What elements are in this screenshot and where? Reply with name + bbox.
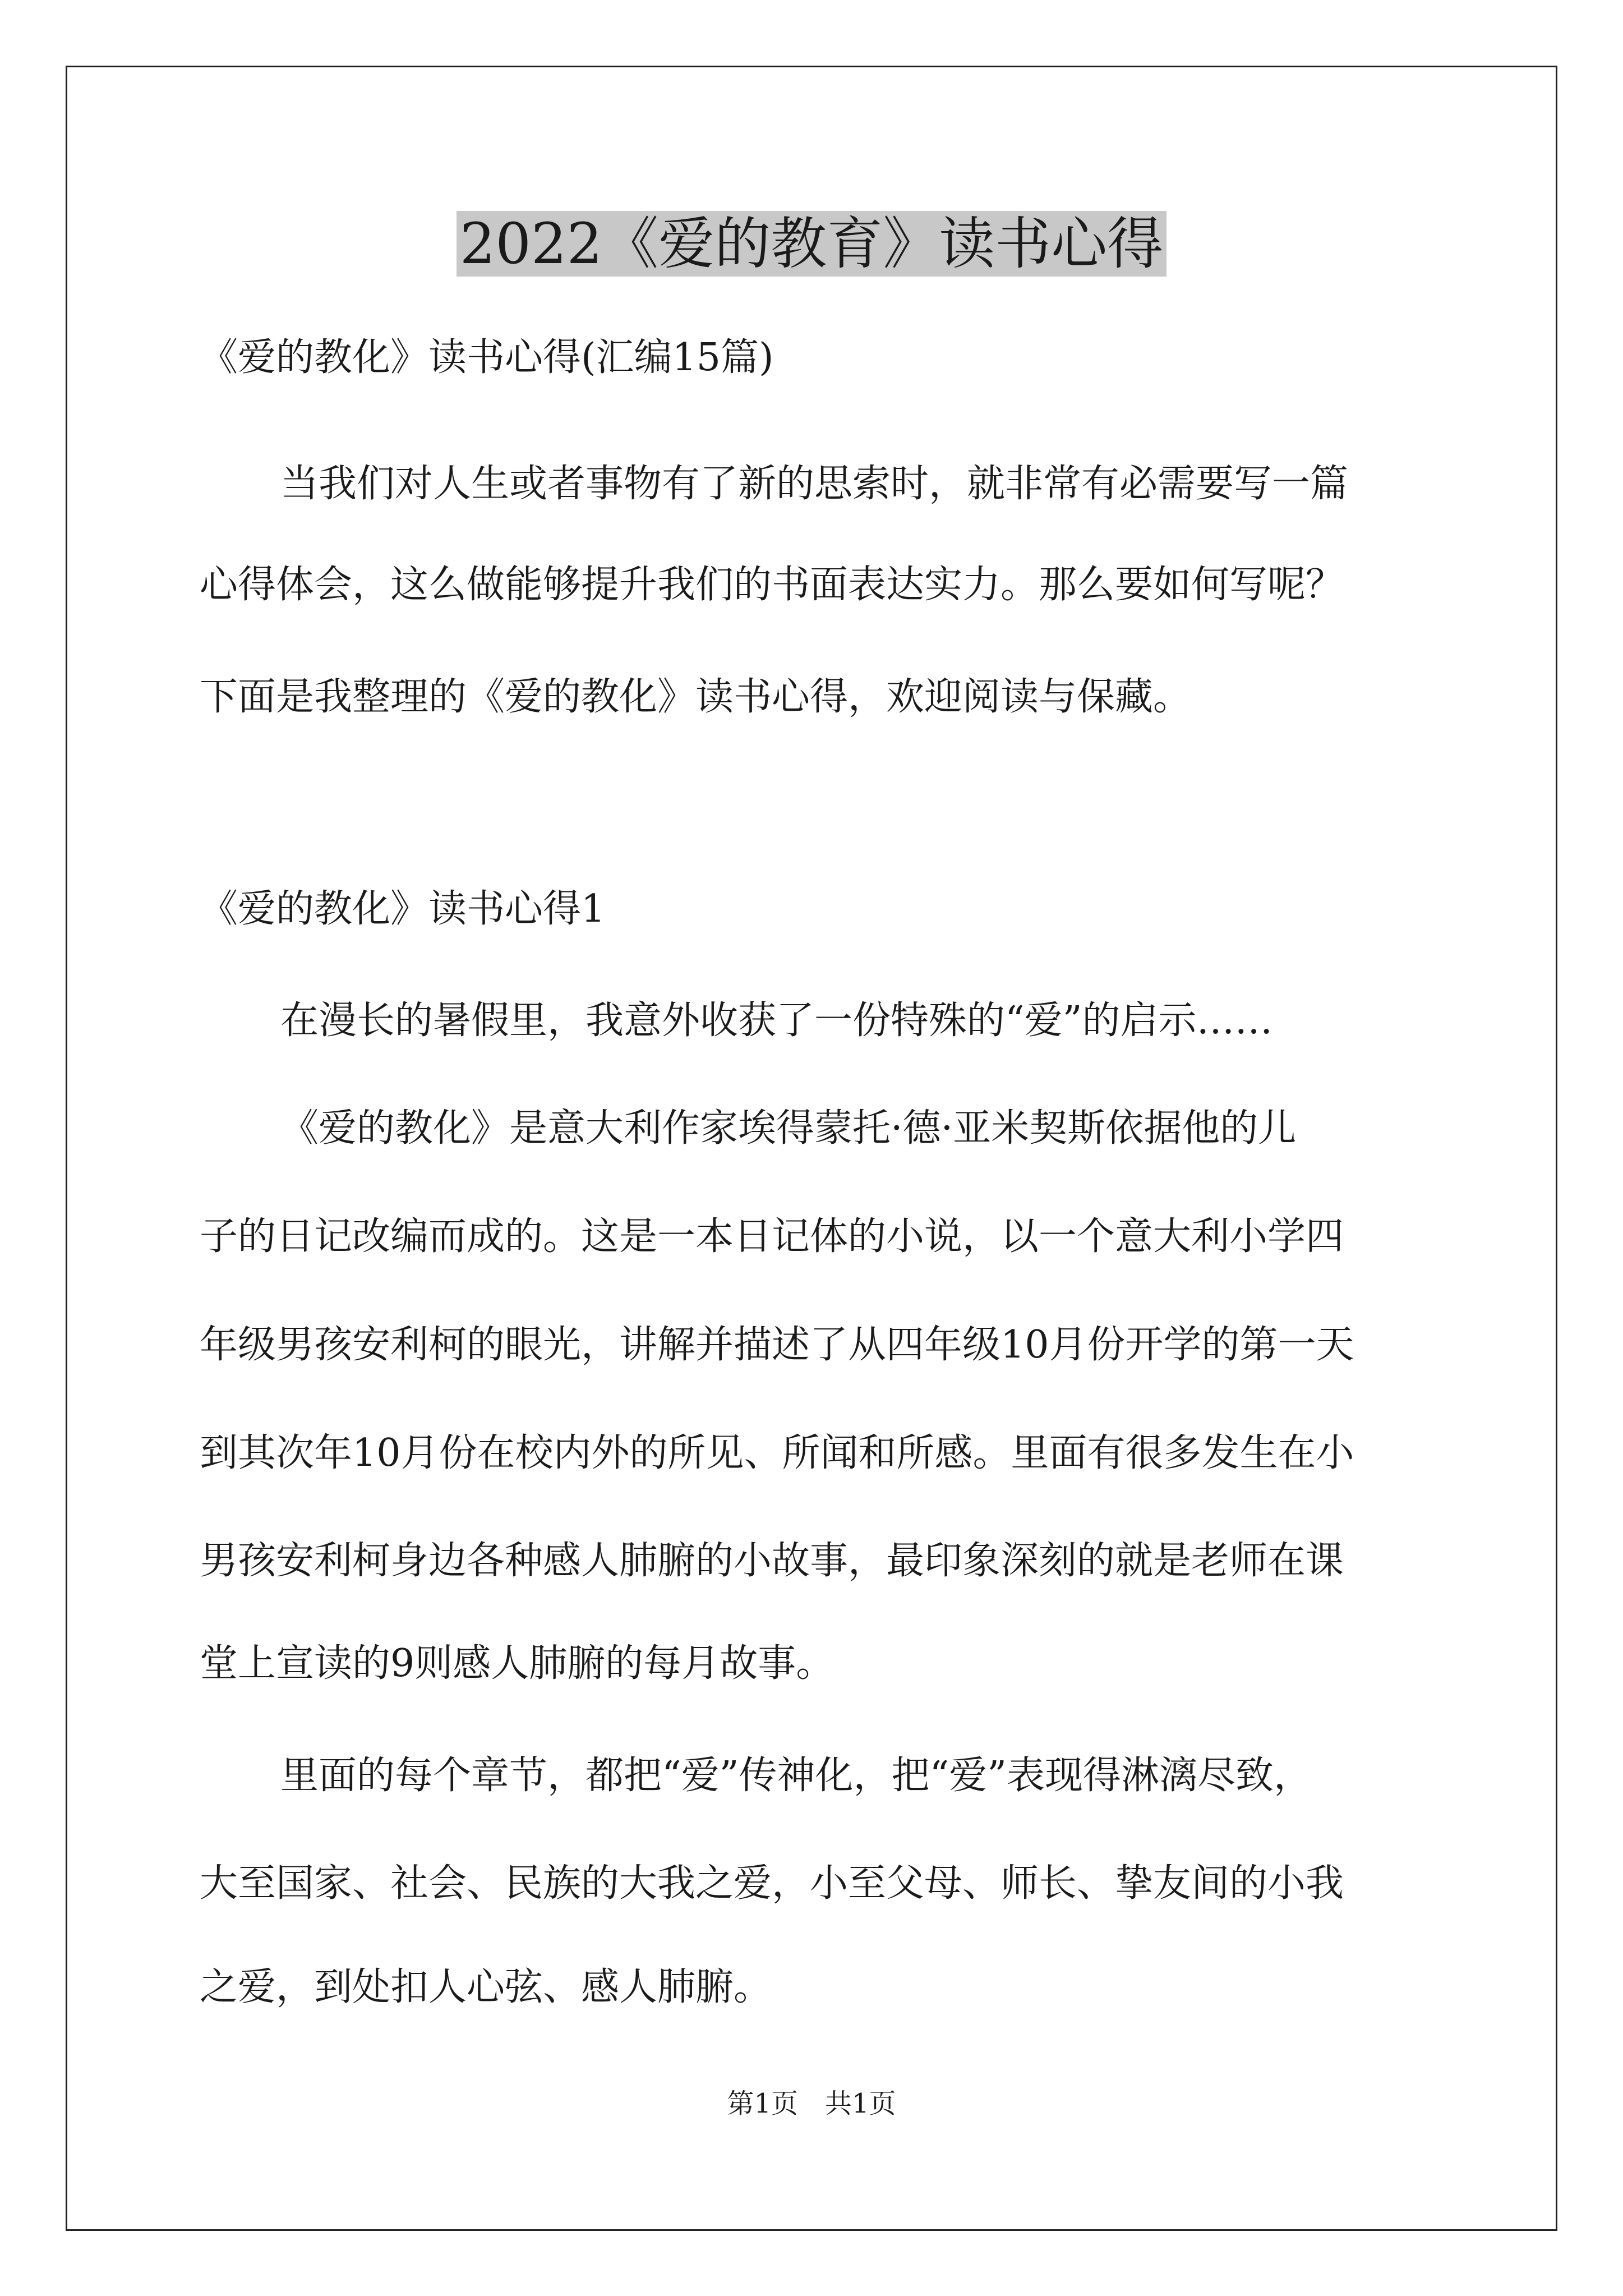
paragraph-2-line-3: 年级男孩安利柯的眼光，讲解并描述了从四年级10月份开学的第一天 [200, 1323, 1354, 1367]
paragraph-2-line-2: 子的日记改编而成的。这是一本日记体的小说，以一个意大利小学四 [200, 1214, 1344, 1259]
intro-paragraph-line-1: 当我们对人生或者事物有了新的思索时，就非常有必需要写一篇 [280, 462, 1349, 506]
paragraph-3-line-1: 里面的每个章节，都把“爱”传神化，把“爱”表现得淋漓尽致， [280, 1754, 1312, 1798]
paragraph-1-line-1: 在漫长的暑假里，我意外收获了一份特殊的“爱”的启示…… [280, 999, 1273, 1043]
document-title [0, 208, 1623, 280]
paragraph-2-line-4: 到其次年10月份在校内外的所见、所闻和所感。里面有很多发生在小 [200, 1431, 1354, 1475]
paragraph-2-line-6: 堂上宣读的9则感人肺腑的每月故事。 [200, 1641, 834, 1686]
paragraph-2-line-5: 男孩安利柯身边各种感人肺腑的小故事，最印象深刻的就是老师在课 [200, 1539, 1344, 1583]
subtitle-line: 《爱的教化》读书心得(汇编15篇) [200, 335, 774, 380]
title-text: 2022《爱的教育》读书心得 [457, 211, 1167, 277]
page-footer: 第1页 共1页 [727, 2088, 896, 2119]
intro-paragraph-line-3: 下面是我整理的《爱的教化》读书心得，欢迎阅读与保藏。 [200, 675, 1192, 719]
paragraph-2-line-1: 《爱的教化》是意大利作家埃得蒙托·德·亚米契斯依据他的儿 [280, 1106, 1297, 1151]
intro-paragraph-line-2: 心得体会，这么做能够提升我们的书面表达实力。那么要如何写呢？ [200, 563, 1344, 607]
paragraph-3-line-3: 之爱，到处扣人心弦、感人肺腑。 [200, 1965, 772, 2009]
section-heading-1: 《爱的教化》读书心得1 [200, 887, 606, 931]
paragraph-3-line-2: 大至国家、社会、民族的大我之爱，小至父母、师长、挚友间的小我 [200, 1861, 1344, 1906]
